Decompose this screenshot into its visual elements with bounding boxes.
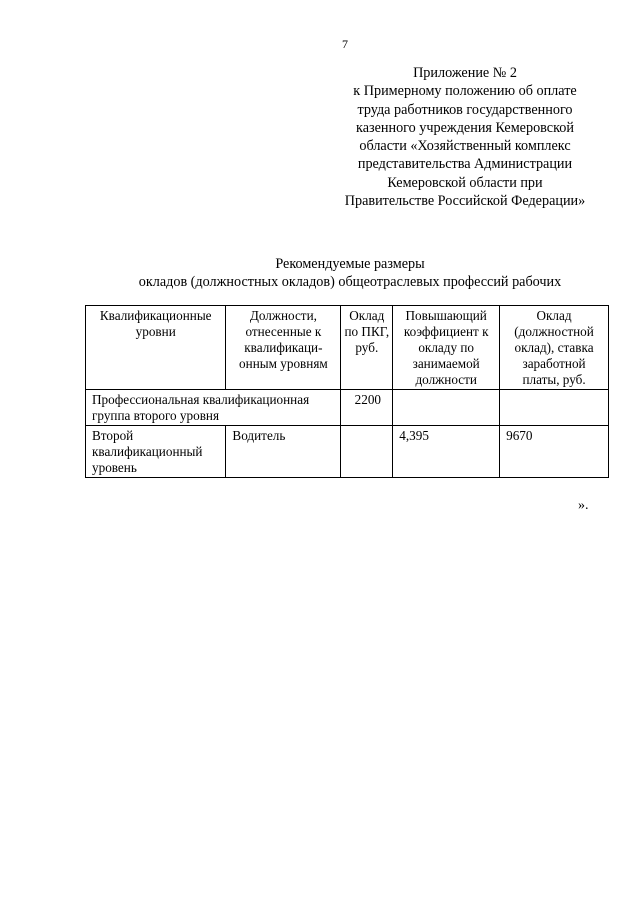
appendix-line: области «Хозяйственный комплекс (359, 138, 571, 155)
appendix-block (320, 64, 610, 210)
salary-cell (341, 426, 393, 478)
closing-quote: ». (578, 498, 589, 513)
title-line: Рекомендуемые размеры (275, 256, 425, 272)
group-row (86, 390, 609, 426)
coefficient-cell: 4,395 (393, 426, 500, 478)
header-cell-coefficient: Повышающий коэффициент к окладу по занимаемой должности (393, 306, 500, 390)
header-cell-positions: Должности, отнесенные к квалификаци-онным уровням (226, 306, 341, 390)
header-cell-levels: Квалификационные уровни (86, 306, 226, 390)
total-cell: 9670 (500, 426, 609, 478)
appendix-line: Приложение № 2 (413, 65, 517, 81)
group-salary-cell: 2200 (341, 390, 393, 426)
header-cell-base-salary: Оклад по ПКГ, руб. (341, 306, 393, 390)
position-cell: Водитель (226, 426, 341, 478)
appendix-line: представительства Администрации (357, 156, 573, 173)
appendix-line: труда работников государственного (357, 101, 573, 118)
page-number: 7 (342, 37, 348, 51)
document-title (60, 255, 640, 291)
empty-cell (393, 390, 500, 426)
title-line: окладов (должностных окладов) общеотраслевых профессий рабочих (138, 274, 562, 290)
appendix-line: к Примерному положению об оплате (353, 83, 577, 100)
level-cell: Второй квалификационный уровень (86, 426, 226, 478)
header-cell-total-salary: Оклад (должностной оклад), ставка заработной платы, руб. (500, 306, 609, 390)
appendix-line: казенного учреждения Кемеровской (356, 119, 574, 136)
appendix-line: Правительстве Российской Федерации» (344, 193, 586, 210)
group-label-cell: Профессиональная квалификационная группа второго уровня (86, 390, 341, 426)
empty-cell (500, 390, 609, 426)
appendix-line: Кемеровской области при (387, 174, 543, 191)
salary-table (85, 305, 609, 478)
table-header-row (86, 306, 609, 390)
table-row (86, 426, 609, 478)
